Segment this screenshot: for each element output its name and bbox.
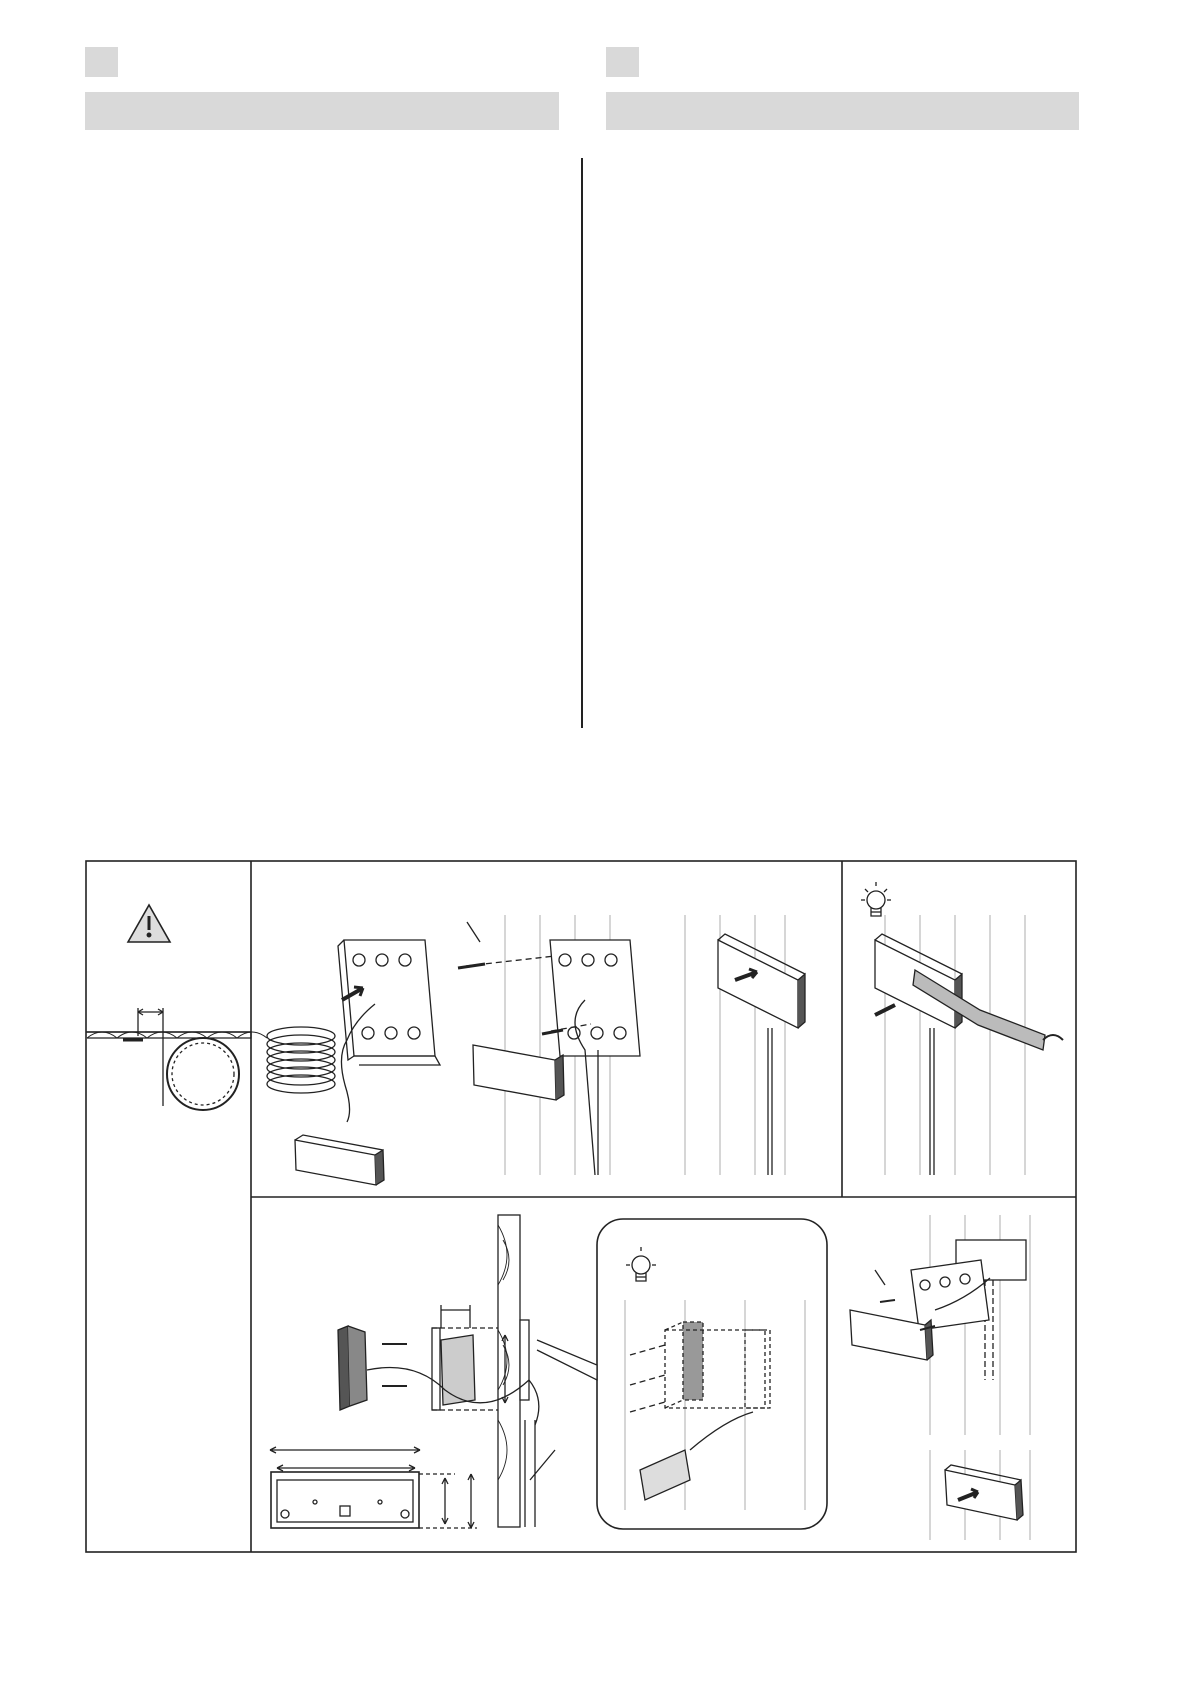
panel-unpack-and-connect bbox=[267, 940, 440, 1185]
panel-remove-grille-with-tool bbox=[861, 882, 1063, 1175]
panel-mount-on-recessed-box bbox=[850, 1215, 1030, 1435]
left-section-title-bar bbox=[85, 92, 559, 130]
panel-final-grille-attach bbox=[930, 1450, 1030, 1540]
right-section-number-badge bbox=[606, 47, 639, 77]
installation-figure bbox=[85, 860, 1077, 1553]
panel-stud-position-tip bbox=[537, 1219, 827, 1529]
panel-attach-grille bbox=[685, 915, 805, 1175]
panel-cable-clearance-warning bbox=[86, 905, 267, 1110]
panel-bracket-dimensions bbox=[270, 1447, 477, 1528]
warning-triangle-icon bbox=[128, 905, 170, 942]
column-divider bbox=[581, 158, 583, 728]
panel-screw-bracket-to-wall bbox=[458, 915, 640, 1175]
left-section-number-badge bbox=[85, 47, 118, 77]
cable-coil bbox=[267, 1027, 335, 1093]
lightbulb-icon bbox=[861, 882, 891, 916]
right-section-title-bar bbox=[606, 92, 1079, 130]
